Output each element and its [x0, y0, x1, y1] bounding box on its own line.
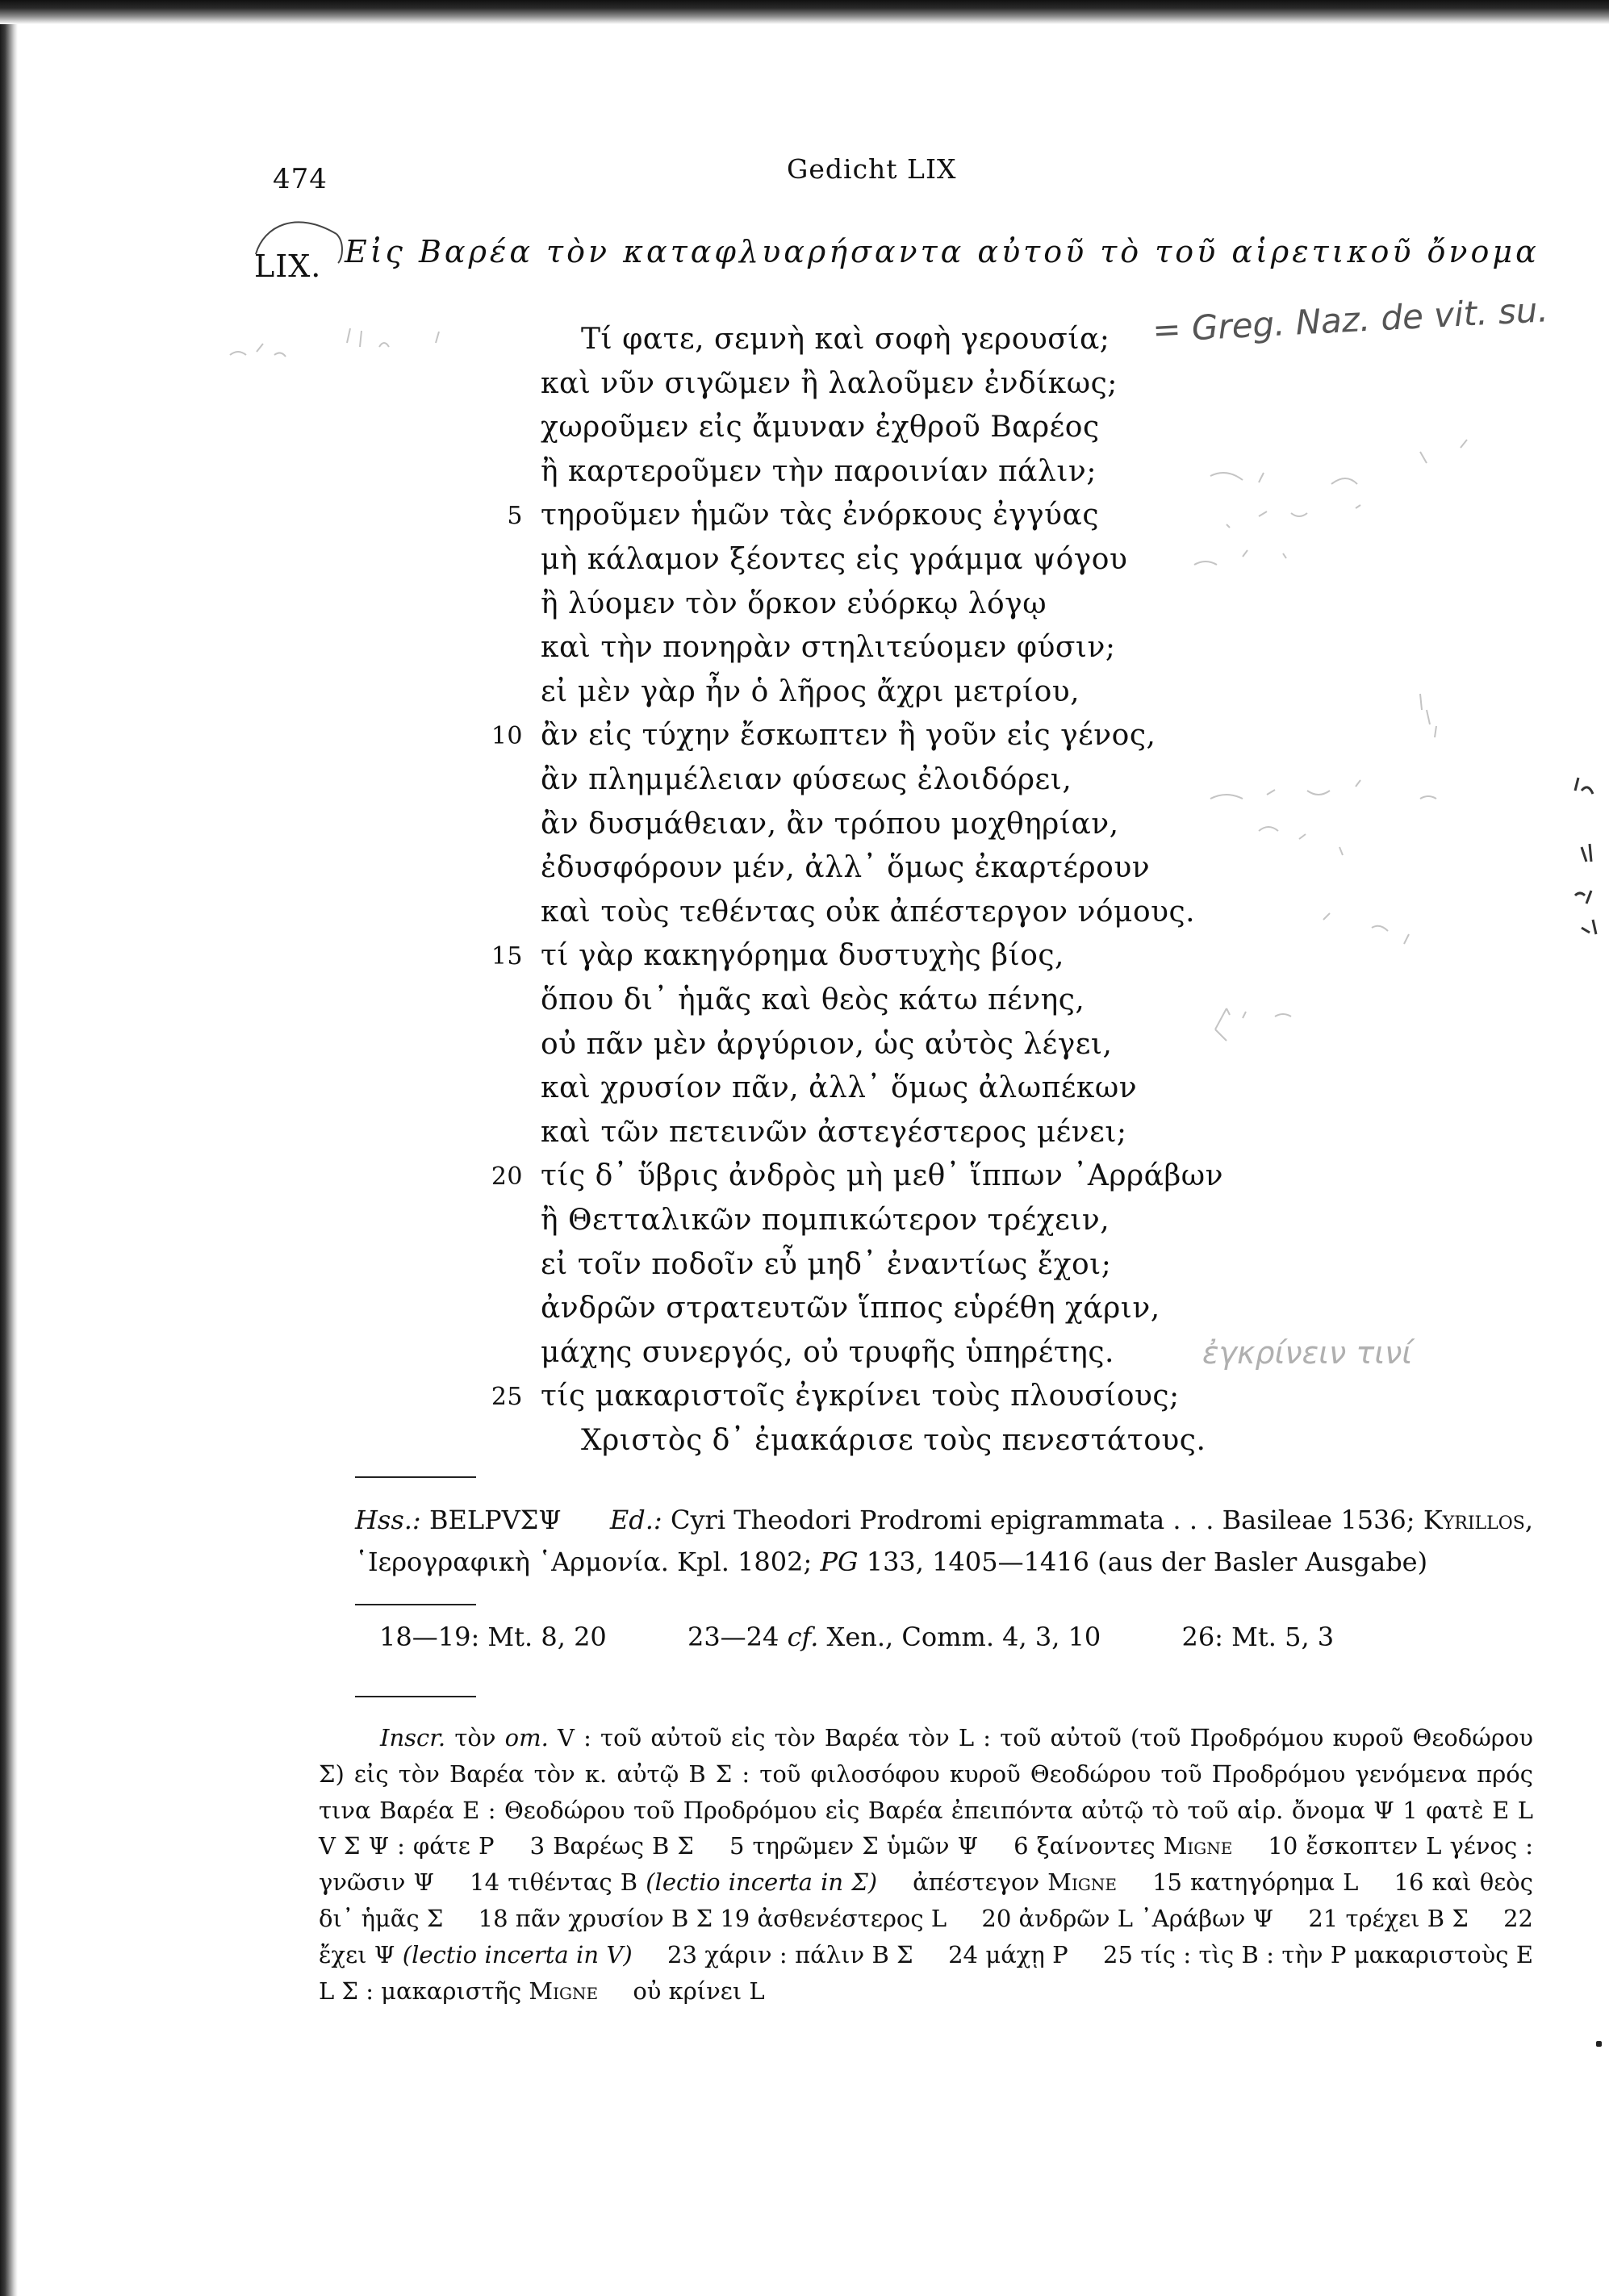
verse-line	[541, 455, 1097, 488]
verse-text: μὴ κάλαμον ξέοντες εἰς γράμμα ψόγου	[541, 543, 1128, 576]
inscr-label: Inscr.	[380, 1724, 446, 1751]
verse-text: μάχης συνεργός, οὐ τρυφῆς ὑπηρέτης.	[541, 1335, 1114, 1369]
verse-line	[491, 1159, 1224, 1193]
page-number: 474	[273, 163, 328, 195]
parallel-3: 26: Mt. 5, 3	[1181, 1622, 1335, 1652]
verse-text: καὶ τῶν πετεινῶν ἀστεγέστερος μένει;	[541, 1115, 1127, 1149]
verse-line	[541, 983, 1085, 1017]
hss-sigla: BELPVΣΨ	[428, 1505, 562, 1535]
margin-note-enkrinein: ἐγκρίνειν τινί	[1202, 1335, 1413, 1371]
parallel-2: 23—24 cf. Xen., Comm. 4, 3, 10	[687, 1622, 1101, 1652]
verse-text: τί γὰρ κακηγόρημα δυστυχὴς βίος,	[541, 939, 1064, 973]
verse-text: ἢ καρτεροῦμεν τὴν παροινίαν πάλιν;	[541, 454, 1097, 488]
verse-line	[491, 939, 1064, 973]
poem-numeral: LIX.	[254, 248, 322, 284]
verse-text: ὅπου δι᾽ ἡμᾶς καὶ θεὸς κάτω πένης,	[541, 983, 1085, 1017]
verse-text: καὶ τὴν πονηρὰν στηλιτεύομεν φύσιν;	[541, 631, 1116, 665]
verse-line	[581, 1424, 1206, 1457]
verse-line	[541, 1204, 1110, 1237]
verse-text: καὶ χρυσίον πᾶν, ἀλλ᾽ ὅμως ἀλωπέκων	[541, 1071, 1138, 1105]
verse-line-number: 10	[491, 722, 523, 751]
verse-line	[541, 808, 1119, 841]
sources-apparatus	[355, 1499, 1533, 1583]
verse-text: Τί φατε, σεμνὴ καὶ σοφὴ γερουσία;	[581, 323, 1110, 356]
running-head: Gedicht LIX	[787, 153, 957, 185]
verse-text: τίς δ᾽ ὕβρις ἀνδρὸς μὴ μεθ᾽ ἵππων ᾽Αρράβων	[541, 1159, 1224, 1193]
margin-note-greg-naz: = Greg. Naz. de vit. su.	[1151, 290, 1549, 350]
verse-line	[541, 587, 1047, 620]
ed-author: Kyrillos	[1423, 1505, 1525, 1535]
verse-text: εἰ μὲν γὰρ ἦν ὁ λῆρος ἄχρι μετρίου,	[541, 674, 1080, 708]
footnote-rule	[355, 1604, 476, 1605]
verse-text: χωροῦμεν εἰς ἄμυναν ἐχθροῦ Βαρέος	[541, 411, 1100, 445]
poem-title: Εἰς Βαρέα τὸν καταφλυαρήσαντα αὐτοῦ τὸ τοῦ αἱρετικοῦ ὄνομα	[345, 234, 1540, 269]
verse-line	[541, 1248, 1111, 1281]
verse-line	[541, 1028, 1113, 1061]
verse-line	[541, 543, 1127, 576]
verse-line	[541, 763, 1072, 796]
verse-text: ἢ Θετταλικῶν πομπικώτερον τρέχειν,	[541, 1204, 1110, 1237]
critical-apparatus: Inscr. τὸν om. V : τοῦ αὐτοῦ εἰς τὸν Βαρέα τὸν L : τοῦ αὐτοῦ (τοῦ Προδρόμου κυροῦ Θεοδώρου Σ) εἰς τὸν Βαρέα τὸν κ. αὐτῷ B Σ : τοῦ φιλοσόφου κυροῦ Θεοδώρου τοῦ Προδρόμου γενόμενα πρός τινα Βαρέα E : Θεοδώρου τοῦ Προδρόμου εἰς Βαρέα ἐπειπόντα αὐτῷ τὸ τοῦ αἱρ. ὄνομα Ψ 1 φατὲ E L V Σ Ψ : φάτε P 3 Βαρέως B Σ 5 τηρῶμεν Σ ὑμῶν Ψ 6 ξαίνοντες Migne 10 ἔσκοπτεν L γένος : γνῶσιν Ψ 14 τιθέντας B (lectio incerta in Σ) ἀπέστεγον Migne 15 κατηγόρημα L 16 καὶ θεὸς δι᾽ ἡμᾶς Σ 18 πᾶν χρυσίον B Σ 19 ἀσθενέστερος L 20 ἀνδρῶν L ᾽Αράβων Ψ 21 τρέχει B Σ 22 ἔχει Ψ (lectio incerta in V) 23 χάριν : πάλιν B Σ 24 μάχῃ P 25 τίς : τὶς B : τὴν P μακαριστοὺς E L Σ : μακαριστῆς Migne οὐ κρίνει L	[319, 1724, 1534, 2005]
verse-line	[541, 895, 1195, 929]
verse-text: τίς μακαριστοῖς ἐγκρίνει τοὺς πλουσίους;	[541, 1380, 1180, 1413]
verse-text: ἀνδρῶν στρατευτῶν ἵππος εὑρέθη χάριν,	[541, 1292, 1160, 1325]
footnote-rule	[355, 1476, 476, 1478]
verse-line	[541, 411, 1100, 444]
verse-text: ἐδυσφόρουν μέν, ἀλλ᾽ ὅμως ἐκαρτέρουν	[541, 851, 1151, 885]
verse-line	[541, 1292, 1160, 1325]
verse-text: καὶ νῦν σιγῶμεν ἢ λαλοῦμεν ἐνδίκως;	[541, 366, 1118, 400]
verse-text: ἂν εἰς τύχην ἔσκωπτεν ἢ γοῦν εἰς γένος,	[541, 719, 1156, 753]
footnote-rule	[355, 1696, 476, 1697]
verse-line	[491, 1380, 1180, 1413]
verse-line	[541, 1116, 1127, 1149]
verse-text: ἢ λύομεν τὸν ὅρκον εὐόρκῳ λόγῳ	[541, 587, 1047, 620]
verse-line	[541, 367, 1118, 400]
verse-line	[507, 499, 1099, 532]
verse-line	[581, 323, 1110, 356]
scan-shadow-left	[0, 0, 18, 2296]
verse-text: καὶ τοὺς τεθέντας οὐκ ἀπέστεργον νόμους.	[541, 895, 1196, 929]
verse-text: τηροῦμεν ἡμῶν τὰς ἐνόρκους ἐγγύας	[541, 499, 1099, 532]
parallel-passages	[379, 1622, 1406, 1652]
verse-line-number: 15	[491, 942, 523, 971]
verse-line	[541, 675, 1080, 708]
verse-text: Χριστὸς δ᾽ ἐμακάρισε τοὺς πενεστάτους.	[581, 1424, 1206, 1457]
parallel-1: 18—19: Mt. 8, 20	[379, 1622, 607, 1652]
hss-label: Hss.:	[355, 1505, 421, 1535]
ed-basel: Cyri Theodori Prodromi epigrammata . . . Basileae 1536;	[670, 1505, 1415, 1535]
ed-label: Ed.:	[609, 1505, 662, 1535]
verse-line-number: 25	[491, 1383, 523, 1412]
verse-line	[541, 1071, 1137, 1104]
pg-label: PG	[820, 1547, 859, 1577]
verse-text: οὐ πᾶν μὲν ἀργύριον, ὡς αὐτὸς λέγει,	[541, 1027, 1113, 1061]
verse-line	[541, 1336, 1114, 1369]
verse-line-number: 5	[507, 502, 523, 531]
verse-line	[491, 719, 1156, 753]
ed-kyrillos: , ῾Ιερογραφικὴ ῾Αρμονία. Kpl. 1802;	[355, 1505, 1534, 1577]
verse-text: ἂν πλημμέλειαν φύσεως ἐλοιδόρει,	[541, 763, 1072, 796]
pg-ref: 133, 1405—1416 (aus der Basler Ausgabe)	[866, 1547, 1428, 1577]
verse-line-number: 20	[491, 1163, 523, 1192]
verse-text: εἰ τοῖν ποδοῖν εὖ μηδ᾽ ἐναντίως ἔχοι;	[541, 1247, 1112, 1281]
verse-line	[541, 851, 1150, 884]
scan-shadow-top	[0, 0, 1609, 24]
verse-text: ἂν δυσμάθειαν, ἂν τρόπου μοχθηρίαν,	[541, 807, 1119, 841]
verse-line	[541, 631, 1116, 664]
